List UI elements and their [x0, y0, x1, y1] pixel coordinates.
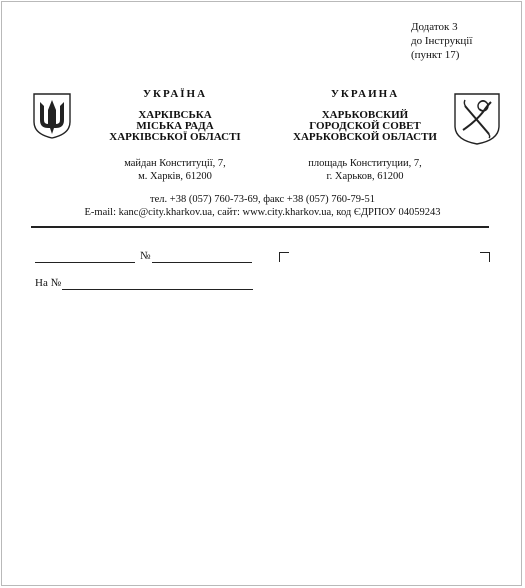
- kharkiv-coat-of-arms-icon: [453, 92, 501, 146]
- contacts-block: [0, 193, 525, 219]
- council-name-ua-1: ХАРКІВСЬКА: [138, 109, 212, 121]
- council-name-ru-2: ГОРОДСКОЙ СОВЕТ: [309, 120, 421, 132]
- council-name-ru-1: ХАРЬКОВСКИЙ: [321, 109, 409, 121]
- header-russian: [285, 88, 445, 183]
- council-name-ru-3: ХАРЬКОВСКОЙ ОБЛАСТИ: [293, 131, 437, 143]
- reply-to-field-line[interactable]: [62, 289, 253, 290]
- header-divider: [31, 226, 489, 228]
- addressee-corner-right: [480, 252, 490, 262]
- addressee-corner-left: [279, 252, 289, 262]
- country-name-ru: УКРАИНА: [330, 88, 400, 100]
- number-label: №: [140, 250, 151, 262]
- country-name-ua: УКРАЇНА: [142, 88, 208, 100]
- council-name-ua-2: МІСЬКА РАДА: [136, 120, 214, 132]
- address-ua: [95, 157, 255, 183]
- address-ru: [285, 157, 445, 183]
- date-field-line[interactable]: [35, 262, 135, 263]
- reply-to-label: На №: [35, 277, 62, 289]
- header-ukrainian: [95, 88, 255, 183]
- ukraine-coat-of-arms-icon: [32, 92, 72, 140]
- address-ru-line-2: г. Харьков, 61200: [326, 171, 404, 182]
- annex-note: [411, 20, 472, 62]
- annex-line-3: (пункт 17): [411, 49, 460, 61]
- annex-line-1: Додаток 3: [411, 21, 458, 33]
- council-name-ua-3: ХАРКІВСЬКОЇ ОБЛАСТІ: [109, 131, 241, 143]
- address-ua-line-1: майдан Конституції, 7,: [124, 158, 226, 169]
- address-ua-line-2: м. Харків, 61200: [138, 171, 212, 182]
- number-field-line[interactable]: [152, 262, 252, 263]
- annex-line-2: до Інструкції: [411, 35, 473, 47]
- contacts-phones: тел. +38 (057) 760-73-69, факс +38 (057) 760-79-51: [150, 194, 375, 205]
- contacts-web: E-mail: kanc@city.kharkov.ua, сайт: www.city.kharkov.ua, код ЄДРПОУ 04059243: [84, 207, 441, 218]
- address-ru-line-1: площадь Конституции, 7,: [308, 158, 422, 169]
